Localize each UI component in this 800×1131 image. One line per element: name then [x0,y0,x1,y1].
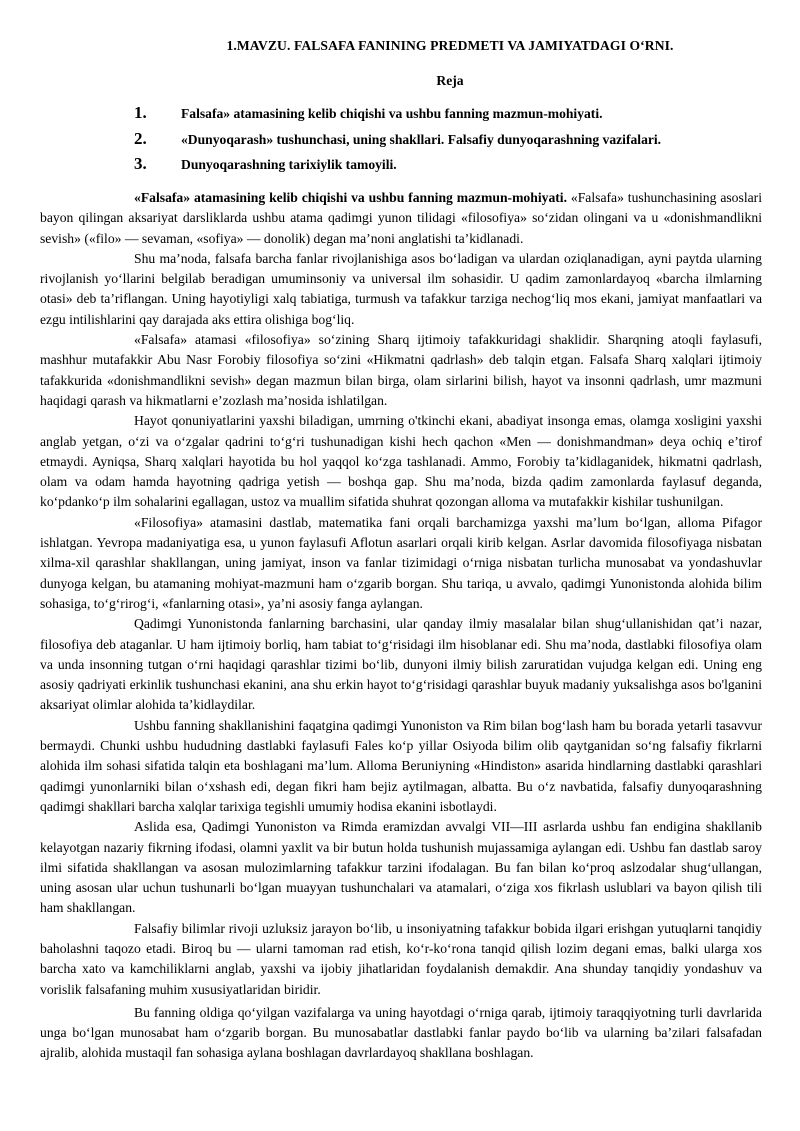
paragraph-text: «Falsafa» tushunchasining asoslari bayon qilingan aksariyat darsliklarda ushbu atama qadimgi yunon tilidagi «filosofiya» so‘zidan olingani va u «donishmandlikni sevish» («filo» — sevaman, «sofiya» — donolik) degan ma’noni anglatishi ta’kidlanadi. [40,190,762,246]
plan-item-number: 1. [134,103,147,122]
plan-item [134,129,774,155]
plan-item [134,154,774,180]
paragraph-text: Ushbu fanning shakllanishini faqatgina qadimgi Yunoniston va Rim bilan bog‘lash ham bu borada yetarli tasavvur bermaydi. Chunki ushbu hududning dastlabki faylasufi Fales ko‘p yillar Osiyoda bilim olib qaytganidan so‘ng falsafiy fikrlarni alohida ilm sohasi sifatida talqin eta boshlagani ma’lum. Alloma Beruniyning «Hindiston» asarida hindlarning dastlabki qarashlari qadimgi yunonlarniki bilan o‘xshash edi, degan fikri ham bejiz aytilmagan, albatta. Bu o‘z navbatida, falsafiy dunyoqarashning qadimgi shakllari barcha xalqlar tarixiga tegishli umumiy hodisa ekanini isbotlaydi. [40,717,762,814]
paragraph-text: Aslida esa, Qadimgi Yunoniston va Rimda eramizdan avvalgi VII—III asrlarda ushbu fan endigina shakllanib kelayotgan nazariy fikrning ifodasi, olamni yaxlit va bir butun holda tushunish mujassamiga aylangan edi. Ushbu fan dastlab saroy ilmi sifatida shakllangan va asosan mulozimlarning tafakkur tarzini ifodalagan. Bu fan bilan ko‘proq aslzodalar shug‘ullangan, uning asosan ular uchun tushunarli bo‘lgan muayyan tushunchalari va atamalari, o‘ziga xos fikrlash uslublari va bayon qilish tili ham shakllangan. [40,819,762,916]
plan-item-text: «Dunyoqarash» tushunchasi, uning shakllari. Falsafiy dunyoqarashning vazifalari. [181,131,662,147]
paragraph [40,411,762,512]
paragraph [40,716,762,817]
paragraph [40,817,762,918]
paragraph-text: Falsafiy bilimlar rivoji uzluksiz jarayon bo‘lib, u insoniyatning tafakkur bobida ilgari erishgan yutuqlarni tanqidiy baholashni taqozo etadi. Biroq bu — ularni tamoman rad etish, ko‘r-ko‘rona tanqid qilish lozim degani emas, balki ularga xos barcha xato va kamchiliklarni anglab, yaxshi va ijobiy jihatlaridan foydalanish demakdir. Ana shunday tanqidiy yondashuv va vorislik falsafaning muhim xususiyatlaridan biridir. [40,920,762,997]
paragraph-text: «Falsafa» atamasi «filosofiya» so‘zining Sharq ijtimoiy tafakkuridagi shaklidir. Sharqning atoqli faylasufi, mashhur mutafakkir Abu Nasr Forobiy filosofiya so‘zini «Hikmatni qadrlash» deb talqin etgan. Falsafa Sharq xalqlari ijtimoiy tafakkurida «donishmandlikni sevish» degan mazmun bilan birga, olam sirlarini bilish, hayot va insonni qadrlash, umr mazmuni haqidagi qarash va hikmatlarni e’zozlash ma’nosida ishlatilgan. [40,332,762,408]
paragraph [40,919,762,1000]
paragraph [40,188,762,249]
plan-list [134,103,774,180]
paragraph [40,513,762,614]
paragraph [40,249,762,330]
paragraph [40,614,762,715]
plan-item-text: Dunyoqarashning tarixiylik tamoyili. [181,157,397,172]
plan-item [134,103,774,129]
paragraph [40,330,762,411]
plan-item-number: 3. [134,154,147,173]
paragraph-lead: «Falsafa» atamasining kelib chiqishi va ushbu fanning mazmun-mohiyati. [134,190,568,205]
plan-heading: Reja [436,73,464,88]
plan-item-text: Falsafa» atamasining kelib chiqishi va ushbu fanning mazmun-mohiyati. [181,106,603,121]
page-title: 1.MAVZU. FALSAFA FANINING PREDMETI VA JAMIYATDAGI O‘RNI. [226,38,674,53]
paragraph-text: Qadimgi Yunonistonda fanlarning barchasini, ular qanday ilmiy masalalar bilan shug‘ullanishidan qat’i nazar, filosofiya deb ataganlar. U ham ijtimoiy borliq, ham tabiat to‘g‘risidagi ilm hisoblanar edi. Shu ma’noda, dastlabki filosofiya olam va unda insonning tutgan o‘rni haqidagi qarashlar tizimi bo‘lib, dunyoni ilmiy bilish zaruratidan vujudga kelgan edi. Uning eng asosiy qadriyati erkinlik tushunchasi ekanini, ana shu erkin hayot to‘g‘risidagi qarashlar buyuk madaniy yuksalishga asos bo'lganini aksariyat olimlar alohida ta’kidlaydilar. [40,616,762,713]
plan-item-number: 2. [134,128,147,148]
paragraph-text: Shu ma’noda, falsafa barcha fanlar rivojlanishiga asos bo‘ladigan va ulardan oziqlanadigan, ayni paytda ularning rivojlanish yo‘llarini belgilab beradigan umuminsoniy va universal ilm sohasidir. U qadim zamonlardayoq «barcha ilmlarning otasi» deb ta’riflangan. Uning hayotiyligi xalq tabiatiga, turmush va tafakkur tarziga nechog‘liq mos ekani, jamiyat manfaatlari va ezgu intilishlarini qay darajada aks ettira olishiga bog‘liq. [40,250,762,327]
paragraph-text: Hayot qonuniyatlarini yaxshi biladigan, umrning o'tkinchi ekani, abadiyat insonga emas, olamga xosligini yaxshi anglab yetgan, o‘zi va o‘zgalar qadrini to‘g‘ri tushunadigan kishi hech qachon «Men — donishmandman» deya ochiq e’tirof etmaydi. Ayniqsa, Sharq xalqlari hayotida bu hol yaqqol ko‘zga tashlanadi. Ammo, Forobiy ta’kidlaganidek, hikmatni qadrlash, olam va odam hamda hayotning qadriga yetish — boshqa gap. Shu ma’noda, bizda qadim zamonlarda faylasuf deganda, ko‘pdanko‘p ilm sohalarini egallagan, ustoz va muallim sifatida shuhrat qozongan alloma va mutafakkir kishilar tushunilgan. [40,413,762,510]
paragraph-text: «Filosofiya» atamasini dastlab, matematika fani orqali barchamizga yaxshi ma’lum bo‘lgan, alloma Pifagor ishlatgan. Yevropa madaniyatiga esa, u yunon faylasufi Aflotun asarlari orqali kirib kelgan. Asrlar davomida filosofiyaga nisbatan xilma-xil qarashlar shakllangan, uning jamiyat, inson va fanlar tizimidagi o‘rniga nisbatan turlicha munosabat va yondashuvlar dunyoga kelgan, bu atamaning mohiyat-mazmuni ham o‘zgarib borgan. Shu tariqa, u avvalo, qadimgi Yunonistonda alohida bilim sohasiga, to‘g‘rirog‘i, «fanlarning otasi», ya’ni asosiy fanga aylangan. [40,514,762,611]
body-text [40,188,762,1064]
paragraph-text: Bu fanning oldiga qo‘yilgan vazifalarga va uning hayotdagi o‘rniga qarab, ijtimoiy taraqqiyotning turli davrlarida unga bo‘lgan munosabat ham o‘zgarib borgan. Bu munosabatlar dastlabki fanlar paydo bo‘lib va ularning ba’zilari falsafadan ajralib, alohida mustaqil fan sohasiga aylana boshlagan davrlardayoq shakllana boshlagan. [40,1004,762,1061]
paragraph [40,1003,762,1064]
